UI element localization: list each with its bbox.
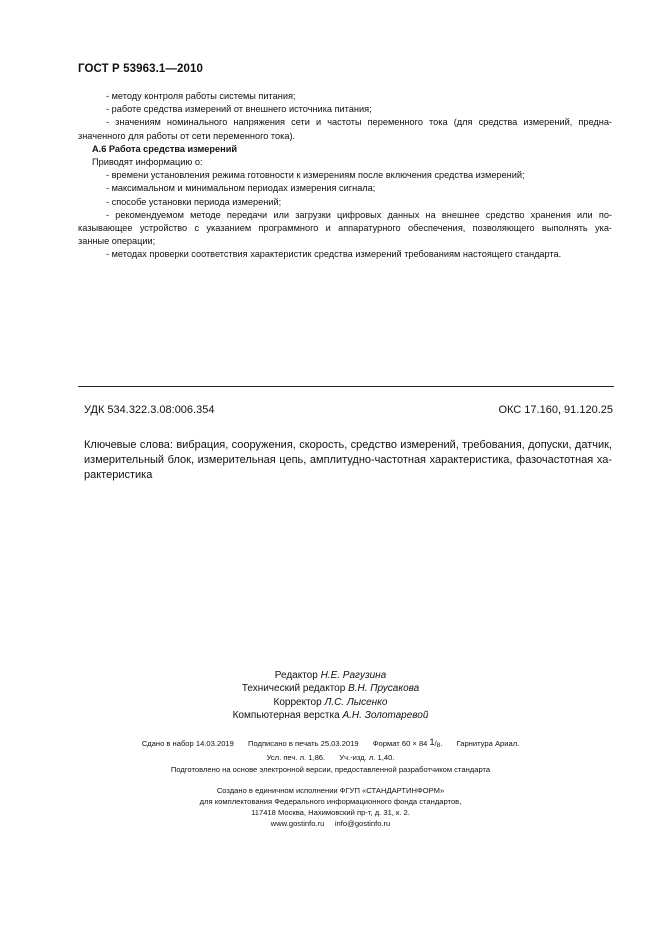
credit-role: Корректор — [273, 696, 322, 708]
section-intro: Приводят информацию о: — [92, 157, 203, 168]
list-item: - рекомендуемом методе передачи или загрузки цифровых данных на внешнее средство хранения или по- — [106, 209, 612, 220]
credit-person: Л.С. Лысенко — [324, 696, 388, 708]
print-line-2 — [0, 752, 661, 764]
list-item: - максимальном и минимальном периодах измерения сигнала; — [106, 183, 376, 194]
keywords-line: рактеристика — [84, 469, 153, 481]
credit-line — [0, 709, 661, 722]
horizontal-rule — [78, 386, 614, 387]
editorial-credits — [0, 669, 661, 722]
list-item-continuation: значенного для работы от сети переменного тока). — [78, 130, 296, 141]
paper-format: Формат 60 × 84 $^1/_8$. — [372, 737, 443, 749]
credit-role: Редактор — [274, 670, 318, 681]
print-information — [0, 736, 661, 776]
list-item-continuation: казывающее устройство с указанием программного и аппаратурного обеспечения, позволяющего выполнять ука- — [78, 223, 612, 234]
publisher-contacts: www.gostinfo.ru info@gostinfo.ru — [270, 819, 391, 828]
keywords-block — [84, 438, 612, 483]
credit-role: Компьютерная верстка — [232, 709, 340, 721]
typeface: Гарнитура Ариал. — [456, 739, 520, 748]
power-supply-list — [78, 90, 612, 262]
credit-line — [0, 669, 661, 682]
credit-line — [0, 696, 661, 709]
keywords-line: Ключевые слова: вибрация, сооружения, скорость, средство измерений, требования, допуски, датчик, — [84, 439, 612, 451]
credit-person: Н.Е. Рагузина — [320, 670, 387, 681]
credit-person: В.Н. Прусакова — [348, 683, 420, 695]
publisher-info — [0, 785, 661, 829]
list-item-continuation: занные операции; — [78, 236, 156, 247]
list-item: - времени установления режима готовности к измерениям после включения средства измерений; — [106, 170, 525, 181]
credit-role: Технический редактор — [241, 683, 346, 695]
list-item: - работе средства измерений от внешнего источника питания; — [106, 104, 372, 115]
signed-for-print: Подписано в печать 25.03.2019 — [248, 739, 359, 748]
udk-code: УДК 534.322.3.08:006.354 — [84, 404, 215, 416]
printed-sheets: Усл. печ. л. 1,86. — [266, 753, 326, 762]
list-item: - методу контроля работы системы питания; — [106, 91, 296, 101]
document-code-header: ГОСТ Р 53963.1—2010 — [78, 63, 203, 75]
publisher-line: Создано в единичном исполнении ФГУП «СТАНДАРТИНФОРМ» — [216, 786, 445, 795]
keywords-line: измерительный блок, измерительная цепь, амплитудно-частотная характеристика, фазочастотная ха- — [84, 454, 612, 466]
credit-person: А.Н. Золотаревой — [342, 709, 429, 721]
publisher-address: 117418 Москва, Нахимовский пр-т, д. 31, к. 2. — [251, 808, 410, 817]
publishing-sheets: Уч.-изд. л. 1,40. — [339, 753, 395, 762]
prepared-note: Подготовлено на основе электронной версии, предоставленной разработчиком стандарта — [170, 765, 491, 774]
oks-code: ОКС 17.160, 91.120.25 — [498, 404, 613, 416]
credit-line — [0, 682, 661, 695]
list-item: - способе установки периода измерений; — [106, 196, 282, 207]
list-item: - значениям номинального напряжения сети и частоты переменного тока (для средства измерений, предна- — [106, 117, 612, 128]
sent-to-typeset: Сдано в набор 14.03.2019 — [141, 739, 234, 748]
print-line-1 — [0, 736, 661, 752]
list-item: - методах проверки соответствия характеристик средства измерений требованиям настоящего стандарта. — [106, 249, 562, 260]
section-heading: А.6 Работа средства измерений — [92, 143, 237, 154]
publisher-line: для комплектования Федерального информационного фонда стандартов, — [199, 797, 462, 806]
